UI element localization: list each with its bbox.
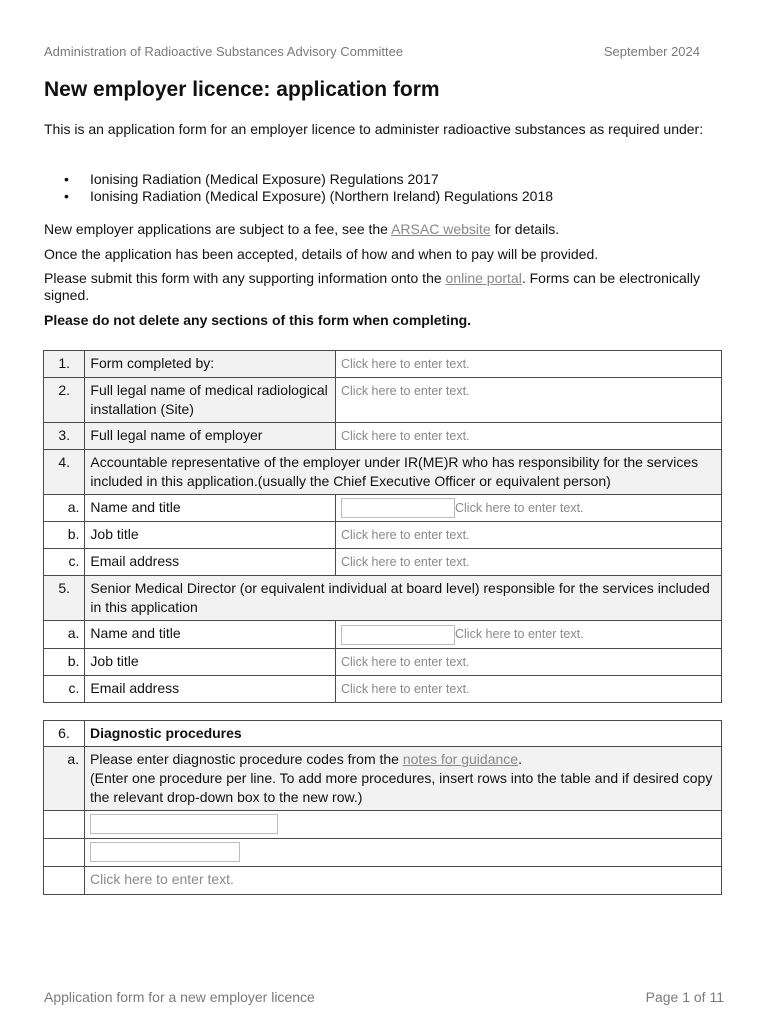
table-row [44,621,722,648]
bullet-icon: • [64,171,69,187]
applicant-details-table [43,350,722,703]
fee-paragraph: New employer applications are subject to a fee, see the ARSAC website for details. [44,221,560,237]
table-row [44,648,722,675]
notes-for-guidance-link[interactable]: notes for guidance [402,751,519,767]
procedure-dropdown[interactable] [90,842,240,862]
row-label: Job title [85,522,336,549]
row-number: c. [44,675,85,702]
regulation-item: • Ionising Radiation (Medical Exposure) Regulations 2017 [64,171,439,187]
row-label: Full legal name of medical radiological installation (Site) [85,378,336,423]
footer-form-name: Application form for a new employer licence [44,989,315,1005]
bullet-icon: • [64,187,69,204]
row-label: Name and title [85,495,336,522]
row-number: a. [44,747,85,811]
table-row [44,423,722,450]
table-row [44,839,722,867]
row-label: Job title [85,648,336,675]
procedure-dropdown[interactable] [90,814,278,834]
row-number: 4. [44,450,85,495]
warning-text: Please do not delete any sections of this form when completing. [44,312,472,328]
table-row [44,747,722,811]
table-row [44,576,722,621]
row-number: 5. [44,576,85,621]
title-dropdown[interactable] [341,625,455,645]
table-row [44,522,722,549]
header-date: September 2024 [603,44,700,59]
section-title: Diagnostic procedures [85,721,722,747]
row-number: a. [44,495,85,522]
row-label: Email address [85,549,336,576]
intro-paragraph: This is an application form for an employer licence to administer radioactive substances as required under: [44,121,704,137]
table-row [44,867,722,895]
instruction-text: Please enter diagnostic procedure codes from the notes for guidance. [90,751,522,767]
footer-page-number: Page 1 of 11 [645,989,724,1005]
accountable-email-field[interactable]: Click here to enter text. [336,549,722,576]
row-number [44,867,85,895]
row-number: 3. [44,423,85,450]
table-row [44,675,722,702]
director-email-field[interactable]: Click here to enter text. [336,675,722,702]
procedure-entry-cell [85,811,722,839]
employer-name-field[interactable]: Click here to enter text. [336,423,722,450]
page-header [44,44,700,59]
table-row [44,721,722,747]
online-portal-link[interactable]: online portal [445,270,522,286]
row-number: b. [44,648,85,675]
procedure-entry-cell [85,839,722,867]
row-number: c. [44,549,85,576]
instruction-note: (Enter one procedure per line. To add more procedures, insert rows into the table and if desired copy the relevant drop-down box to the new row.) [90,770,713,805]
question-text: Senior Medical Director (or equivalent individual at board level) responsible for the services included in this application [85,576,722,621]
director-job-title-field[interactable]: Click here to enter text. [336,648,722,675]
row-number: b. [44,522,85,549]
page-footer [44,989,724,1005]
row-number [44,839,85,867]
instruction-cell [85,747,722,811]
row-number [44,811,85,839]
row-number: 2. [44,378,85,423]
table-row [44,495,722,522]
row-label: Name and title [85,621,336,648]
row-number: 6. [44,721,85,747]
payment-paragraph: Once the application has been accepted, details of how and when to pay will be provided. [44,246,599,262]
table-row [44,549,722,576]
page-title: New employer licence: application form [44,78,440,101]
title-dropdown[interactable] [341,498,455,518]
procedure-text-field[interactable]: Click here to enter text. [85,867,722,895]
regulation-item: • Ionising Radiation (Medical Exposure) (Northern Ireland) Regulations 2018 [64,187,554,204]
director-name-field[interactable]: Click here to enter text. [336,621,722,648]
table-row [44,351,722,378]
row-label: Full legal name of employer [85,423,336,450]
row-label: Form completed by: [85,351,336,378]
row-label: Email address [85,675,336,702]
diagnostic-procedures-table [43,720,722,895]
site-name-field[interactable]: Click here to enter text. [336,378,722,423]
accountable-name-field[interactable]: Click here to enter text. [336,495,722,522]
submit-paragraph: Please submit this form with any supporting information onto the online portal. Forms can be electronically signed. [44,270,701,303]
table-row [44,450,722,495]
row-number: 1. [44,351,85,378]
arsac-website-link[interactable]: ARSAC website [391,221,491,237]
row-number: a. [44,621,85,648]
table-row [44,811,722,839]
table-row [44,378,722,423]
form-completed-by-field[interactable]: Click here to enter text. [336,351,722,378]
question-text: Accountable representative of the employer under IR(ME)R who has responsibility for the services included in this application.(usually the Chief Executive Officer or equivalent person) [85,450,722,495]
regulations-list [44,171,553,204]
accountable-job-title-field[interactable]: Click here to enter text. [336,522,722,549]
header-committee: Administration of Radioactive Substances Advisory Committee [44,44,404,59]
